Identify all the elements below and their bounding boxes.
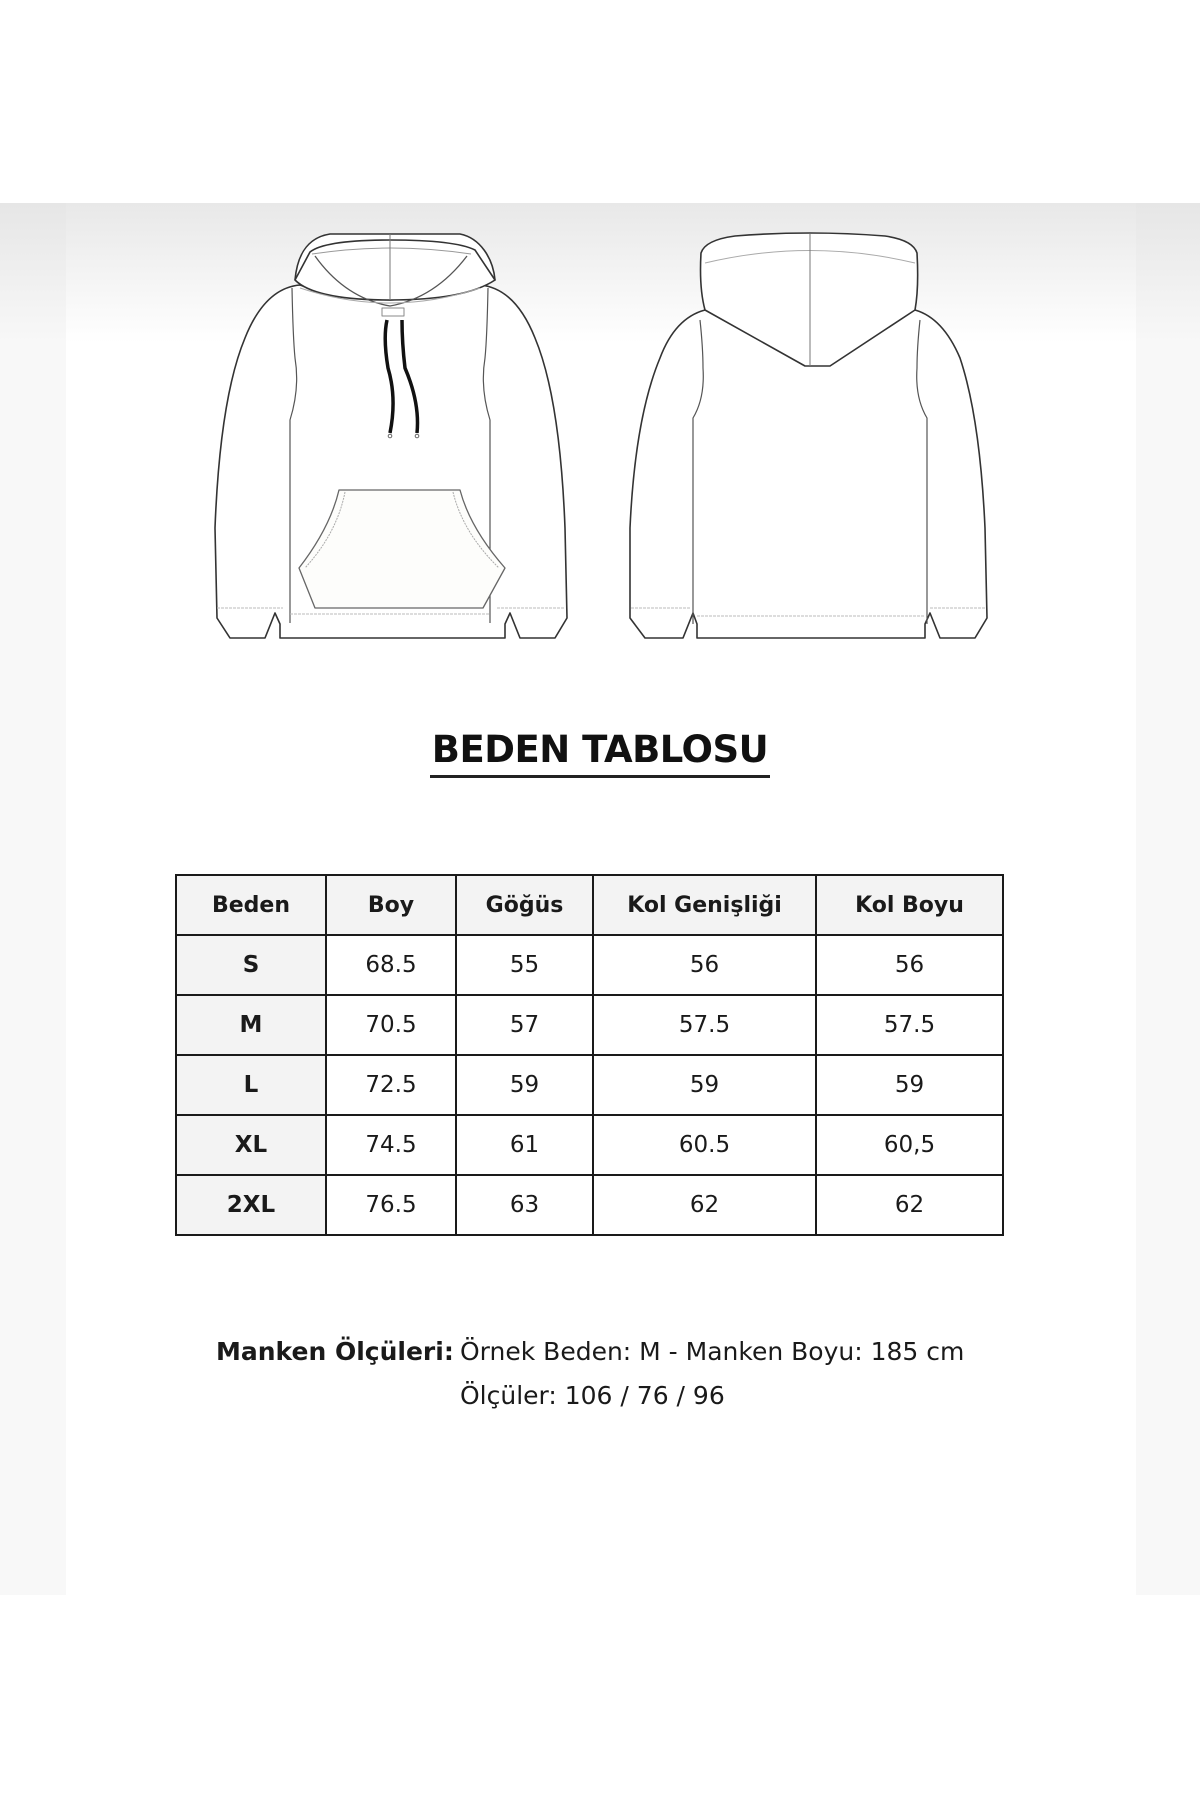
cell-gogus: 61 [456, 1115, 593, 1175]
cell-boy: 70.5 [326, 995, 456, 1055]
cell-kol-boyu: 59 [816, 1055, 1003, 1115]
cell-gogus: 57 [456, 995, 593, 1055]
cell-kol-genisligi: 59 [593, 1055, 816, 1115]
cell-kol-genisligi: 60.5 [593, 1115, 816, 1175]
cell-gogus: 59 [456, 1055, 593, 1115]
cell-kol-boyu: 62 [816, 1175, 1003, 1235]
cell-kol-genisligi: 62 [593, 1175, 816, 1235]
table-row [176, 1175, 1003, 1235]
cell-gogus: 55 [456, 935, 593, 995]
model-measurements [216, 1330, 964, 1418]
hoodie-front-illustration [205, 228, 575, 648]
cell-boy: 76.5 [326, 1175, 456, 1235]
header-gogus: Göğüs [456, 875, 593, 935]
cell-kol-genisligi: 56 [593, 935, 816, 995]
page-title-wrapper [0, 730, 1200, 778]
cell-size: XL [176, 1115, 326, 1175]
table-row [176, 935, 1003, 995]
cell-gogus: 63 [456, 1175, 593, 1235]
table-header-row [176, 875, 1003, 935]
header-beden: Beden [176, 875, 326, 935]
model-sample-size: Örnek Beden: M - Manken Boyu: 185 cm [460, 1337, 965, 1366]
cell-boy: 72.5 [326, 1055, 456, 1115]
table-row [176, 995, 1003, 1055]
cell-size: 2XL [176, 1175, 326, 1235]
model-line-2 [216, 1374, 964, 1418]
table-row [176, 1055, 1003, 1115]
page-title: BEDEN TABLOSU [430, 730, 770, 778]
cell-boy: 74.5 [326, 1115, 456, 1175]
size-table [175, 874, 1004, 1236]
model-line-1 [216, 1330, 964, 1374]
header-kol-genisligi: Kol Genişliği [593, 875, 816, 935]
cell-size: M [176, 995, 326, 1055]
header-boy: Boy [326, 875, 456, 935]
cell-kol-boyu: 60,5 [816, 1115, 1003, 1175]
cell-kol-genisligi: 57.5 [593, 995, 816, 1055]
model-label: Manken Ölçüleri: [216, 1337, 454, 1366]
cell-kol-boyu: 56 [816, 935, 1003, 995]
cell-kol-boyu: 57.5 [816, 995, 1003, 1055]
cell-size: S [176, 935, 326, 995]
cell-boy: 68.5 [326, 935, 456, 995]
cell-size: L [176, 1055, 326, 1115]
hoodie-back-illustration [625, 228, 995, 648]
header-kol-boyu: Kol Boyu [816, 875, 1003, 935]
model-body-measurements: Ölçüler: 106 / 76 / 96 [460, 1381, 725, 1410]
table-row [176, 1115, 1003, 1175]
